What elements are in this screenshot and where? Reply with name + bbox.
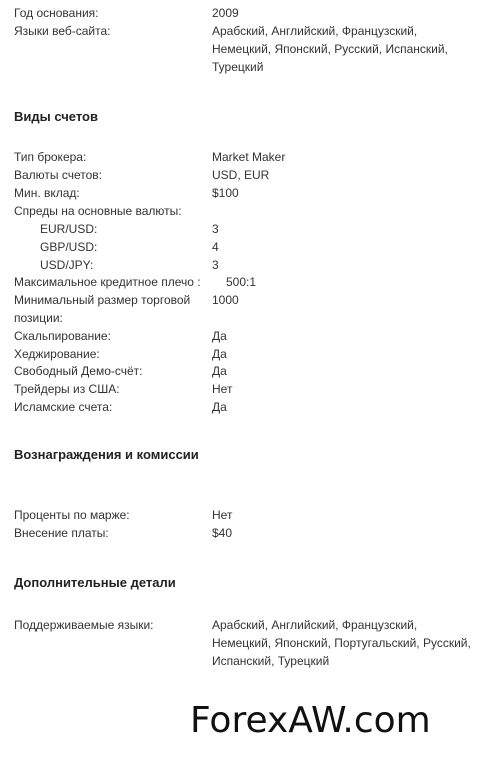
us-traders-label: Трейдеры из США: (14, 382, 120, 396)
islamic-value: Да (212, 400, 227, 414)
gbpusd-value: 4 (212, 240, 219, 254)
supported-languages-line-3: Испанский, Турецкий (212, 654, 330, 668)
eurusd-label: EUR/USD: (40, 222, 98, 236)
us-traders-value: Нет (212, 382, 233, 396)
margin-interest-label: Проценты по марже: (14, 508, 130, 522)
site-languages-line-1: Арабский, Английский, Французский, (212, 24, 418, 38)
broker-type-label: Тип брокера: (14, 150, 87, 164)
min-deposit-value: $100 (212, 186, 239, 200)
supported-languages-line-1: Арабский, Английский, Французский, (212, 618, 418, 632)
usdjpy-label: USD/JPY: (40, 258, 94, 272)
details-heading: Дополнительные детали (14, 575, 176, 590)
accounts-heading: Виды счетов (14, 109, 98, 124)
scalping-label: Скальпирование: (14, 329, 111, 343)
hedging-label: Хеджирование: (14, 347, 100, 361)
commissions-heading: Вознаграждения и комиссии (14, 447, 199, 462)
founded-value: 2009 (212, 6, 239, 20)
min-trade-value: 1000 (212, 293, 239, 307)
deposit-fee-label: Внесение платы: (14, 526, 109, 540)
margin-interest-value: Нет (212, 508, 233, 522)
currencies-label: Валюты счетов: (14, 168, 103, 182)
supported-languages-label: Поддерживаемые языки: (14, 618, 154, 632)
demo-label: Свободный Демо-счёт: (14, 364, 143, 378)
spreads-label: Спреды на основные валюты: (14, 204, 182, 218)
site-languages-line-2: Немецкий, Японский, Русский, Испанский, (212, 42, 448, 56)
eurusd-value: 3 (212, 222, 219, 236)
hedging-value: Да (212, 347, 227, 361)
leverage-label: Максимальное кредитное плечо : (14, 275, 201, 289)
gbpusd-label: GBP/USD: (40, 240, 98, 254)
islamic-label: Исламские счета: (14, 400, 113, 414)
broker-type-value: Market Maker (212, 150, 286, 164)
currencies-value: USD, EUR (212, 168, 270, 182)
supported-languages-line-2: Немецкий, Японский, Португальский, Русский, (212, 636, 471, 650)
site-languages-line-3: Турецкий (212, 60, 264, 74)
usdjpy-value: 3 (212, 258, 219, 272)
deposit-fee-value: $40 (212, 526, 233, 540)
leverage-value: 500:1 (226, 275, 257, 289)
demo-value: Да (212, 364, 227, 378)
min-trade-label-2: позиции: (14, 311, 63, 325)
min-trade-label-1: Минимальный размер торговой (14, 293, 191, 307)
site-languages-label: Языки веб-сайта: (14, 24, 111, 38)
founded-label: Год основания: (14, 6, 99, 20)
scalping-value: Да (212, 329, 227, 343)
forexaw-watermark: ForexAW.com (190, 700, 431, 741)
min-deposit-label: Мин. вклад: (14, 186, 80, 200)
